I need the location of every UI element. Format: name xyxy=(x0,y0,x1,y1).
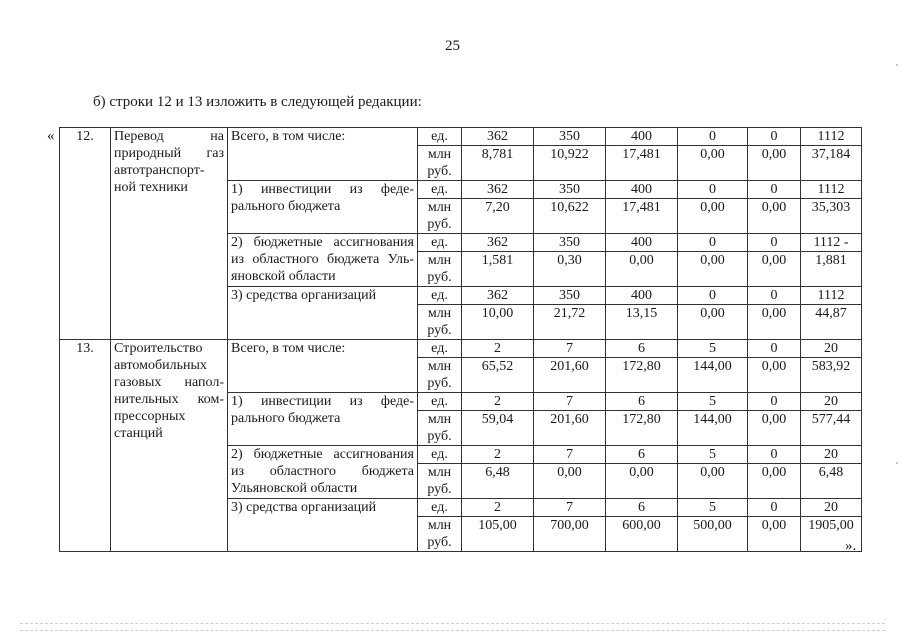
value-cell: 7 xyxy=(534,393,606,411)
value-cell: 700,00 xyxy=(534,517,606,552)
value-cell: 0 xyxy=(678,234,748,252)
value-cell: 0,00 xyxy=(678,146,748,181)
value-cell: 0 xyxy=(748,340,801,358)
closing-quote: ». xyxy=(845,538,857,554)
value-cell: 400 xyxy=(606,234,678,252)
opening-quote: « xyxy=(47,128,55,144)
value-cell: 0,30 xyxy=(534,252,606,287)
value-cell: 0,00 xyxy=(748,358,801,393)
value-cell: 577,44 xyxy=(801,411,862,446)
value-cell: 172,80 xyxy=(606,411,678,446)
value-cell: 1112 xyxy=(801,287,862,305)
unit-cell: ед. xyxy=(418,446,462,464)
measure-name: Строительство автомобильных газовых напол-нительных ком-прессорных станций xyxy=(111,340,228,552)
table-row xyxy=(60,340,862,358)
value-cell: 600,00 xyxy=(606,517,678,552)
value-cell: 44,87 xyxy=(801,305,862,340)
unit-cell: млн руб. xyxy=(418,464,462,499)
value-cell: 17,481 xyxy=(606,146,678,181)
value-cell: 7 xyxy=(534,446,606,464)
value-cell: 0 xyxy=(678,287,748,305)
value-cell: 0,00 xyxy=(748,305,801,340)
value-cell: 6 xyxy=(606,499,678,517)
unit-cell: млн руб. xyxy=(418,358,462,393)
value-cell: 0 xyxy=(748,128,801,146)
value-cell: 37,184 xyxy=(801,146,862,181)
value-cell: 5 xyxy=(678,340,748,358)
value-cell: 201,60 xyxy=(534,358,606,393)
value-cell: 65,52 xyxy=(462,358,534,393)
value-cell: 20 xyxy=(801,499,862,517)
unit-cell: млн руб. xyxy=(418,252,462,287)
value-cell: 400 xyxy=(606,287,678,305)
unit-cell: ед. xyxy=(418,181,462,199)
value-cell: 0,00 xyxy=(534,464,606,499)
funding-source: 1) инвестиции из феде-рального бюджета xyxy=(228,393,418,446)
value-cell: 0 xyxy=(678,181,748,199)
value-cell: 0 xyxy=(678,128,748,146)
table-row xyxy=(60,128,862,146)
value-cell: 5 xyxy=(678,499,748,517)
unit-cell: млн руб. xyxy=(418,411,462,446)
value-cell: 0 xyxy=(748,234,801,252)
value-cell: 8,781 xyxy=(462,146,534,181)
funding-source: 3) средства организаций xyxy=(228,499,418,552)
value-cell: 500,00 xyxy=(678,517,748,552)
value-cell: 0 xyxy=(748,181,801,199)
value-cell: 10,00 xyxy=(462,305,534,340)
value-cell: 13,15 xyxy=(606,305,678,340)
value-cell: 0 xyxy=(748,393,801,411)
value-cell: 10,922 xyxy=(534,146,606,181)
value-cell: 0,00 xyxy=(748,146,801,181)
value-cell: 362 xyxy=(462,234,534,252)
value-cell: 350 xyxy=(534,287,606,305)
program-table xyxy=(59,127,862,552)
value-cell: 0,00 xyxy=(748,464,801,499)
unit-cell: млн руб. xyxy=(418,146,462,181)
unit-cell: ед. xyxy=(418,393,462,411)
funding-source: 1) инвестиции из феде-рального бюджета xyxy=(228,181,418,234)
value-cell: 10,622 xyxy=(534,199,606,234)
measure-name: Перевод на природный газ автотранспорт-ной техники xyxy=(111,128,228,340)
unit-cell: ед. xyxy=(418,128,462,146)
page-number: 25 xyxy=(445,38,460,54)
value-cell: 35,303 xyxy=(801,199,862,234)
value-cell: 0,00 xyxy=(606,252,678,287)
scan-artifact-line xyxy=(20,630,885,631)
value-cell: 201,60 xyxy=(534,411,606,446)
value-cell: 362 xyxy=(462,287,534,305)
unit-cell: млн руб. xyxy=(418,305,462,340)
intro-text: б) строки 12 и 13 изложить в следующей редакции: xyxy=(93,94,422,110)
value-cell: 144,00 xyxy=(678,358,748,393)
value-cell: 6 xyxy=(606,393,678,411)
value-cell: 1112 xyxy=(801,128,862,146)
scan-artifact-dot xyxy=(896,64,898,66)
unit-cell: ед. xyxy=(418,234,462,252)
scan-artifact-dot xyxy=(896,462,898,464)
value-cell: 0 xyxy=(748,287,801,305)
value-cell: 0,00 xyxy=(678,464,748,499)
funding-source: Всего, в том числе: xyxy=(228,340,418,393)
value-cell: 7 xyxy=(534,340,606,358)
value-cell: 1112 - xyxy=(801,234,862,252)
value-cell: 0,00 xyxy=(748,199,801,234)
unit-cell: млн руб. xyxy=(418,517,462,552)
value-cell: 0,00 xyxy=(678,305,748,340)
funding-source: Всего, в том числе: xyxy=(228,128,418,181)
funding-source: 2) бюджетные ассигнования из областного бюджета Ульяновской области xyxy=(228,446,418,499)
value-cell: 2 xyxy=(462,393,534,411)
value-cell: 400 xyxy=(606,128,678,146)
value-cell: 350 xyxy=(534,181,606,199)
value-cell: 2 xyxy=(462,340,534,358)
value-cell: 362 xyxy=(462,128,534,146)
value-cell: 144,00 xyxy=(678,411,748,446)
value-cell: 1905,00 xyxy=(801,517,862,552)
value-cell: 20 xyxy=(801,446,862,464)
value-cell: 2 xyxy=(462,499,534,517)
funding-source: 2) бюджетные ассигнования из областного бюджета Уль-яновской области xyxy=(228,234,418,287)
value-cell: 1,881 xyxy=(801,252,862,287)
value-cell: 172,80 xyxy=(606,358,678,393)
value-cell: 59,04 xyxy=(462,411,534,446)
unit-cell: ед. xyxy=(418,499,462,517)
value-cell: 362 xyxy=(462,181,534,199)
value-cell: 1112 xyxy=(801,181,862,199)
funding-source: 3) средства организаций xyxy=(228,287,418,340)
table-body xyxy=(60,128,862,552)
value-cell: 350 xyxy=(534,128,606,146)
value-cell: 105,00 xyxy=(462,517,534,552)
value-cell: 7 xyxy=(534,499,606,517)
value-cell: 5 xyxy=(678,393,748,411)
row-number: 12. xyxy=(60,128,111,340)
value-cell: 7,20 xyxy=(462,199,534,234)
value-cell: 20 xyxy=(801,340,862,358)
value-cell: 0,00 xyxy=(748,252,801,287)
unit-cell: млн руб. xyxy=(418,199,462,234)
value-cell: 5 xyxy=(678,446,748,464)
value-cell: 350 xyxy=(534,234,606,252)
value-cell: 0,00 xyxy=(606,464,678,499)
value-cell: 0,00 xyxy=(748,517,801,552)
value-cell: 21,72 xyxy=(534,305,606,340)
value-cell: 6,48 xyxy=(462,464,534,499)
value-cell: 17,481 xyxy=(606,199,678,234)
value-cell: 6 xyxy=(606,446,678,464)
value-cell: 0,00 xyxy=(748,411,801,446)
unit-cell: ед. xyxy=(418,340,462,358)
value-cell: 0 xyxy=(748,446,801,464)
value-cell: 583,92 xyxy=(801,358,862,393)
value-cell: 2 xyxy=(462,446,534,464)
value-cell: 400 xyxy=(606,181,678,199)
unit-cell: ед. xyxy=(418,287,462,305)
value-cell: 0,00 xyxy=(678,199,748,234)
value-cell: 1,581 xyxy=(462,252,534,287)
row-number: 13. xyxy=(60,340,111,552)
value-cell: 0,00 xyxy=(678,252,748,287)
scan-artifact-line xyxy=(20,623,885,624)
value-cell: 6 xyxy=(606,340,678,358)
value-cell: 6,48 xyxy=(801,464,862,499)
value-cell: 20 xyxy=(801,393,862,411)
value-cell: 0 xyxy=(748,499,801,517)
